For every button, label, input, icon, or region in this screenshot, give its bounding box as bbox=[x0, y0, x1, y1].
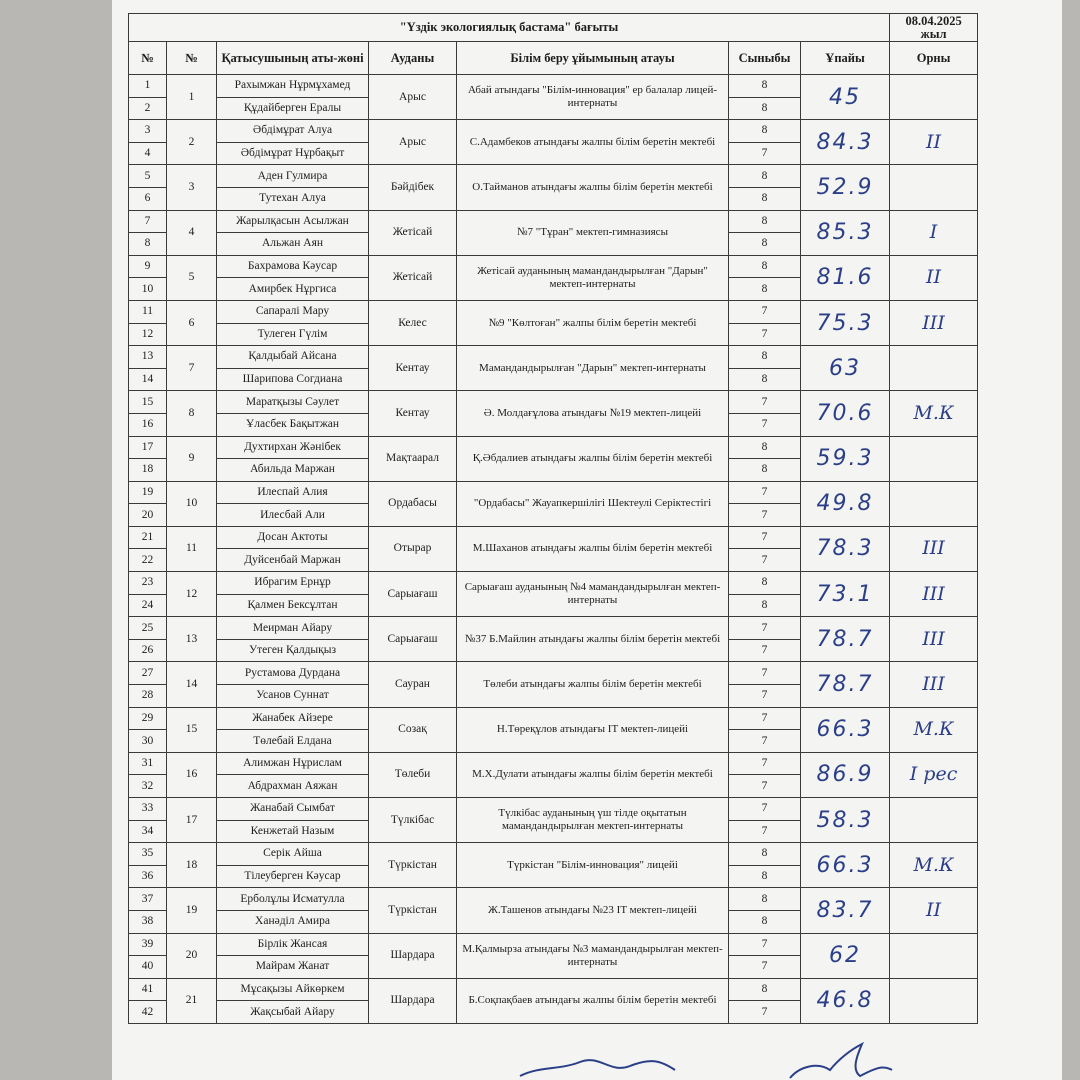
col-header-district: Ауданы bbox=[369, 42, 457, 75]
document-date: 08.04.2025 жыл bbox=[890, 14, 978, 42]
row-number: 25 bbox=[129, 617, 167, 640]
table-row bbox=[129, 888, 978, 911]
score: 75.3 bbox=[801, 300, 890, 345]
team-number: 12 bbox=[167, 572, 217, 617]
team-number: 15 bbox=[167, 707, 217, 752]
row-number: 11 bbox=[129, 300, 167, 323]
participant-name: Усанов Суннат bbox=[217, 685, 369, 708]
grade: 8 bbox=[729, 278, 801, 301]
row-number: 23 bbox=[129, 572, 167, 595]
place: I рес bbox=[890, 752, 978, 797]
school-name: Жетісай ауданының мамандандырылған "Дарын" мектеп-интернаты bbox=[457, 255, 729, 300]
team-number: 6 bbox=[167, 300, 217, 345]
school-name: №37 Б.Майлин атындағы жалпы білім беретін мектебі bbox=[457, 617, 729, 662]
district: Түркістан bbox=[369, 843, 457, 888]
team-number: 19 bbox=[167, 888, 217, 933]
row-number: 14 bbox=[129, 368, 167, 391]
participant-name: Меирман Айару bbox=[217, 617, 369, 640]
school-name: Төлеби атындағы жалпы білім беретін мектебі bbox=[457, 662, 729, 707]
school-name: М.Шаханов атындағы жалпы білім беретін мектебі bbox=[457, 526, 729, 571]
district: Сарыағаш bbox=[369, 572, 457, 617]
participant-name: Тутехан Алуа bbox=[217, 187, 369, 210]
row-number: 37 bbox=[129, 888, 167, 911]
col-header-school: Білім беру ұйымының атауы bbox=[457, 42, 729, 75]
row-number: 29 bbox=[129, 707, 167, 730]
participant-name: Абильда Маржан bbox=[217, 459, 369, 482]
place: М.К bbox=[890, 843, 978, 888]
row-number: 13 bbox=[129, 346, 167, 369]
district: Шардара bbox=[369, 933, 457, 978]
school-name: М.Х.Дулати атындағы жалпы білім беретін мектебі bbox=[457, 752, 729, 797]
grade: 7 bbox=[729, 798, 801, 821]
district: Бәйдібек bbox=[369, 165, 457, 210]
row-number: 33 bbox=[129, 798, 167, 821]
row-number: 24 bbox=[129, 594, 167, 617]
participant-name: Тулеген Гүлім bbox=[217, 323, 369, 346]
row-number: 31 bbox=[129, 752, 167, 775]
participant-name: Аден Гулмира bbox=[217, 165, 369, 188]
grade: 8 bbox=[729, 910, 801, 933]
grade: 7 bbox=[729, 504, 801, 527]
district: Сауран bbox=[369, 662, 457, 707]
score: 62 bbox=[801, 933, 890, 978]
grade: 7 bbox=[729, 820, 801, 843]
table-row bbox=[129, 526, 978, 549]
participant-name: Рустамова Дурдана bbox=[217, 662, 369, 685]
school-name: Сарыағаш ауданының №4 мамандандырылған мектеп-интернаты bbox=[457, 572, 729, 617]
participant-name: Қалдыбай Айсана bbox=[217, 346, 369, 369]
place: М.К bbox=[890, 391, 978, 436]
header-row bbox=[129, 42, 978, 75]
grade: 7 bbox=[729, 526, 801, 549]
participant-name: Амирбек Нұргиса bbox=[217, 278, 369, 301]
row-number: 41 bbox=[129, 978, 167, 1001]
row-number: 16 bbox=[129, 413, 167, 436]
place: II bbox=[890, 120, 978, 165]
school-name: Мамандандырылған "Дарын" мектеп-интернаты bbox=[457, 346, 729, 391]
grade: 8 bbox=[729, 436, 801, 459]
participant-name: Төлебай Елдана bbox=[217, 730, 369, 753]
grade: 7 bbox=[729, 956, 801, 979]
grade: 8 bbox=[729, 594, 801, 617]
table-row bbox=[129, 255, 978, 278]
district: Шардара bbox=[369, 978, 457, 1023]
place: I bbox=[890, 210, 978, 255]
table-row bbox=[129, 572, 978, 595]
col-header-score: Ұпайы bbox=[801, 42, 890, 75]
participant-name: Жанабек Айзере bbox=[217, 707, 369, 730]
participant-name: Духтирхан Жәнібек bbox=[217, 436, 369, 459]
score: 58.3 bbox=[801, 798, 890, 843]
participant-name: Жанабай Сымбат bbox=[217, 798, 369, 821]
grade: 7 bbox=[729, 300, 801, 323]
school-name: Түркістан "Білім-инновация" лицейі bbox=[457, 843, 729, 888]
district: Созақ bbox=[369, 707, 457, 752]
team-number: 21 bbox=[167, 978, 217, 1023]
place: М.К bbox=[890, 707, 978, 752]
grade: 8 bbox=[729, 459, 801, 482]
place: II bbox=[890, 255, 978, 300]
district: Мақтаарал bbox=[369, 436, 457, 481]
grade: 7 bbox=[729, 775, 801, 798]
team-number: 16 bbox=[167, 752, 217, 797]
score: 59.3 bbox=[801, 436, 890, 481]
col-header-grade: Сыныбы bbox=[729, 42, 801, 75]
school-name: Ж.Ташенов атындағы №23 IT мектеп-лицейі bbox=[457, 888, 729, 933]
row-number: 19 bbox=[129, 481, 167, 504]
team-number: 8 bbox=[167, 391, 217, 436]
score: 78.7 bbox=[801, 662, 890, 707]
table-row bbox=[129, 707, 978, 730]
score: 63 bbox=[801, 346, 890, 391]
team-number: 1 bbox=[167, 75, 217, 120]
table-row bbox=[129, 978, 978, 1001]
district: Кентау bbox=[369, 391, 457, 436]
school-name: Қ.Әбдалиев атындағы жалпы білім беретін мектебі bbox=[457, 436, 729, 481]
grade: 7 bbox=[729, 752, 801, 775]
school-name: Ә. Молдағұлова атындағы №19 мектеп-лицейі bbox=[457, 391, 729, 436]
table-row bbox=[129, 165, 978, 188]
table-row bbox=[129, 346, 978, 369]
participant-name: Маратқызы Сәулет bbox=[217, 391, 369, 414]
place bbox=[890, 798, 978, 843]
participant-name: Альжан Аян bbox=[217, 233, 369, 256]
participant-name: Әбдімұрат Алуа bbox=[217, 120, 369, 143]
row-number: 35 bbox=[129, 843, 167, 866]
place: III bbox=[890, 617, 978, 662]
district: Төлеби bbox=[369, 752, 457, 797]
col-header-participant: Қатысушының аты-жөні bbox=[217, 42, 369, 75]
grade: 8 bbox=[729, 187, 801, 210]
team-number: 2 bbox=[167, 120, 217, 165]
row-number: 3 bbox=[129, 120, 167, 143]
school-name: №7 "Тұран" мектеп-гимназиясы bbox=[457, 210, 729, 255]
team-number: 10 bbox=[167, 481, 217, 526]
grade: 8 bbox=[729, 75, 801, 98]
participant-name: Рахымжан Нұрмұхамед bbox=[217, 75, 369, 98]
row-number: 18 bbox=[129, 459, 167, 482]
grade: 7 bbox=[729, 617, 801, 640]
score: 81.6 bbox=[801, 255, 890, 300]
place bbox=[890, 978, 978, 1023]
school-name: Абай атындағы "Білім-инновация" ер балалар лицей-интернаты bbox=[457, 75, 729, 120]
school-name: О.Тайманов атындағы жалпы білім беретін мектебі bbox=[457, 165, 729, 210]
row-number: 28 bbox=[129, 685, 167, 708]
row-number: 5 bbox=[129, 165, 167, 188]
score: 46.8 bbox=[801, 978, 890, 1023]
document-title: "Үздік экологиялық бастама" бағыты bbox=[129, 14, 890, 42]
score: 78.3 bbox=[801, 526, 890, 571]
participant-name: Илесбай Али bbox=[217, 504, 369, 527]
grade: 8 bbox=[729, 210, 801, 233]
score: 45 bbox=[801, 75, 890, 120]
grade: 8 bbox=[729, 120, 801, 143]
participant-name: Абдрахман Аяжан bbox=[217, 775, 369, 798]
table-row bbox=[129, 481, 978, 504]
participant-name: Кенжетай Назым bbox=[217, 820, 369, 843]
score: 52.9 bbox=[801, 165, 890, 210]
participant-name: Досан Актоты bbox=[217, 526, 369, 549]
participant-name: Қалмен Бексұлтан bbox=[217, 594, 369, 617]
col-header-team-number: № bbox=[167, 42, 217, 75]
score: 85.3 bbox=[801, 210, 890, 255]
row-number: 12 bbox=[129, 323, 167, 346]
grade: 8 bbox=[729, 97, 801, 120]
row-number: 22 bbox=[129, 549, 167, 572]
place: III bbox=[890, 662, 978, 707]
grade: 7 bbox=[729, 1001, 801, 1024]
team-number: 18 bbox=[167, 843, 217, 888]
participant-name: Илеспай Алия bbox=[217, 481, 369, 504]
score: 73.1 bbox=[801, 572, 890, 617]
table-row bbox=[129, 617, 978, 640]
score: 84.3 bbox=[801, 120, 890, 165]
place: III bbox=[890, 526, 978, 571]
school-name: М.Қалмырза атындағы №3 мамандандырылған мектеп-интернаты bbox=[457, 933, 729, 978]
row-number: 10 bbox=[129, 278, 167, 301]
signature bbox=[500, 1040, 920, 1080]
participant-name: Алимжан Нұрислам bbox=[217, 752, 369, 775]
grade: 8 bbox=[729, 255, 801, 278]
col-header-number: № bbox=[129, 42, 167, 75]
school-name: С.Адамбеков атындағы жалпы білім беретін мектебі bbox=[457, 120, 729, 165]
grade: 8 bbox=[729, 978, 801, 1001]
grade: 7 bbox=[729, 549, 801, 572]
grade: 7 bbox=[729, 391, 801, 414]
row-number: 7 bbox=[129, 210, 167, 233]
grade: 7 bbox=[729, 413, 801, 436]
team-number: 13 bbox=[167, 617, 217, 662]
grade: 8 bbox=[729, 843, 801, 866]
grade: 7 bbox=[729, 323, 801, 346]
table-row bbox=[129, 436, 978, 459]
district: Жетісай bbox=[369, 255, 457, 300]
row-number: 42 bbox=[129, 1001, 167, 1024]
grade: 7 bbox=[729, 933, 801, 956]
participant-name: Әбдімұрат Нұрбақыт bbox=[217, 142, 369, 165]
place bbox=[890, 933, 978, 978]
district: Түркістан bbox=[369, 888, 457, 933]
place bbox=[890, 165, 978, 210]
table-row bbox=[129, 662, 978, 685]
row-number: 36 bbox=[129, 865, 167, 888]
row-number: 15 bbox=[129, 391, 167, 414]
place: III bbox=[890, 572, 978, 617]
score: 49.8 bbox=[801, 481, 890, 526]
district: Кентау bbox=[369, 346, 457, 391]
grade: 7 bbox=[729, 730, 801, 753]
score: 66.3 bbox=[801, 707, 890, 752]
grade: 8 bbox=[729, 233, 801, 256]
team-number: 9 bbox=[167, 436, 217, 481]
score: 78.7 bbox=[801, 617, 890, 662]
team-number: 14 bbox=[167, 662, 217, 707]
table-row bbox=[129, 798, 978, 821]
score: 86.9 bbox=[801, 752, 890, 797]
row-number: 38 bbox=[129, 910, 167, 933]
school-name: Н.Төреқұлов атындағы IT мектеп-лицейі bbox=[457, 707, 729, 752]
district: Сарыағаш bbox=[369, 617, 457, 662]
participant-name: Серік Айша bbox=[217, 843, 369, 866]
row-number: 8 bbox=[129, 233, 167, 256]
district: Жетісай bbox=[369, 210, 457, 255]
grade: 7 bbox=[729, 685, 801, 708]
team-number: 4 bbox=[167, 210, 217, 255]
team-number: 20 bbox=[167, 933, 217, 978]
place bbox=[890, 346, 978, 391]
team-number: 11 bbox=[167, 526, 217, 571]
participant-name: Сапаралі Мару bbox=[217, 300, 369, 323]
participant-name: Майрам Жанат bbox=[217, 956, 369, 979]
table-row bbox=[129, 300, 978, 323]
participant-name: Утеген Қалдықыз bbox=[217, 639, 369, 662]
row-number: 20 bbox=[129, 504, 167, 527]
participant-name: Бірлік Жансая bbox=[217, 933, 369, 956]
participant-name: Бахрамова Кәусар bbox=[217, 255, 369, 278]
school-name: №9 "Көлтоған" жалпы білім беретін мектебі bbox=[457, 300, 729, 345]
row-number: 26 bbox=[129, 639, 167, 662]
team-number: 17 bbox=[167, 798, 217, 843]
district: Түлкібас bbox=[369, 798, 457, 843]
row-number: 34 bbox=[129, 820, 167, 843]
table-row bbox=[129, 391, 978, 414]
row-number: 9 bbox=[129, 255, 167, 278]
row-number: 30 bbox=[129, 730, 167, 753]
district: Отырар bbox=[369, 526, 457, 571]
row-number: 17 bbox=[129, 436, 167, 459]
place: II bbox=[890, 888, 978, 933]
table-row bbox=[129, 120, 978, 143]
participant-name: Дуйсенбай Маржан bbox=[217, 549, 369, 572]
score: 70.6 bbox=[801, 391, 890, 436]
row-number: 4 bbox=[129, 142, 167, 165]
school-name: Түлкібас ауданының үш тілде оқытатын мамандандырылған мектеп-интернаты bbox=[457, 798, 729, 843]
col-header-place: Орны bbox=[890, 42, 978, 75]
row-number: 27 bbox=[129, 662, 167, 685]
grade: 7 bbox=[729, 662, 801, 685]
grade: 8 bbox=[729, 165, 801, 188]
participant-name: Ерболұлы Исматулла bbox=[217, 888, 369, 911]
school-name: "Ордабасы" Жауапкершілігі Шектеулі Серіктестігі bbox=[457, 481, 729, 526]
title-row bbox=[129, 14, 978, 42]
row-number: 21 bbox=[129, 526, 167, 549]
team-number: 5 bbox=[167, 255, 217, 300]
grade: 7 bbox=[729, 707, 801, 730]
participant-name: Ибрагим Ернұр bbox=[217, 572, 369, 595]
participant-name: Жақсыбай Айару bbox=[217, 1001, 369, 1024]
participant-name: Ұласбек Бақытжан bbox=[217, 413, 369, 436]
place bbox=[890, 436, 978, 481]
row-number: 39 bbox=[129, 933, 167, 956]
district: Арыс bbox=[369, 120, 457, 165]
grade: 8 bbox=[729, 888, 801, 911]
grade: 8 bbox=[729, 865, 801, 888]
grade: 7 bbox=[729, 142, 801, 165]
grade: 7 bbox=[729, 639, 801, 662]
participant-name: Ханәділ Амира bbox=[217, 910, 369, 933]
table-row bbox=[129, 933, 978, 956]
place bbox=[890, 481, 978, 526]
school-name: Б.Соқпақбаев атындағы жалпы білім беретін мектебі bbox=[457, 978, 729, 1023]
participant-name: Тілеуберген Кәусар bbox=[217, 865, 369, 888]
score: 83.7 bbox=[801, 888, 890, 933]
place: III bbox=[890, 300, 978, 345]
row-number: 6 bbox=[129, 187, 167, 210]
participant-name: Шарипова Согдиана bbox=[217, 368, 369, 391]
row-number: 40 bbox=[129, 956, 167, 979]
district: Арыс bbox=[369, 75, 457, 120]
table-row bbox=[129, 752, 978, 775]
grade: 7 bbox=[729, 481, 801, 504]
row-number: 1 bbox=[129, 75, 167, 98]
grade: 8 bbox=[729, 572, 801, 595]
team-number: 7 bbox=[167, 346, 217, 391]
table-row bbox=[129, 843, 978, 866]
table-row bbox=[129, 75, 978, 98]
row-number: 32 bbox=[129, 775, 167, 798]
grade: 8 bbox=[729, 346, 801, 369]
score: 66.3 bbox=[801, 843, 890, 888]
district: Ордабасы bbox=[369, 481, 457, 526]
table-row bbox=[129, 210, 978, 233]
row-number: 2 bbox=[129, 97, 167, 120]
participant-name: Мұсақызы Айкөркем bbox=[217, 978, 369, 1001]
participant-name: Жарылқасын Асылжан bbox=[217, 210, 369, 233]
results-table bbox=[128, 13, 978, 1024]
district: Келес bbox=[369, 300, 457, 345]
participant-name: Құдайберген Ералы bbox=[217, 97, 369, 120]
grade: 8 bbox=[729, 368, 801, 391]
team-number: 3 bbox=[167, 165, 217, 210]
place bbox=[890, 75, 978, 120]
